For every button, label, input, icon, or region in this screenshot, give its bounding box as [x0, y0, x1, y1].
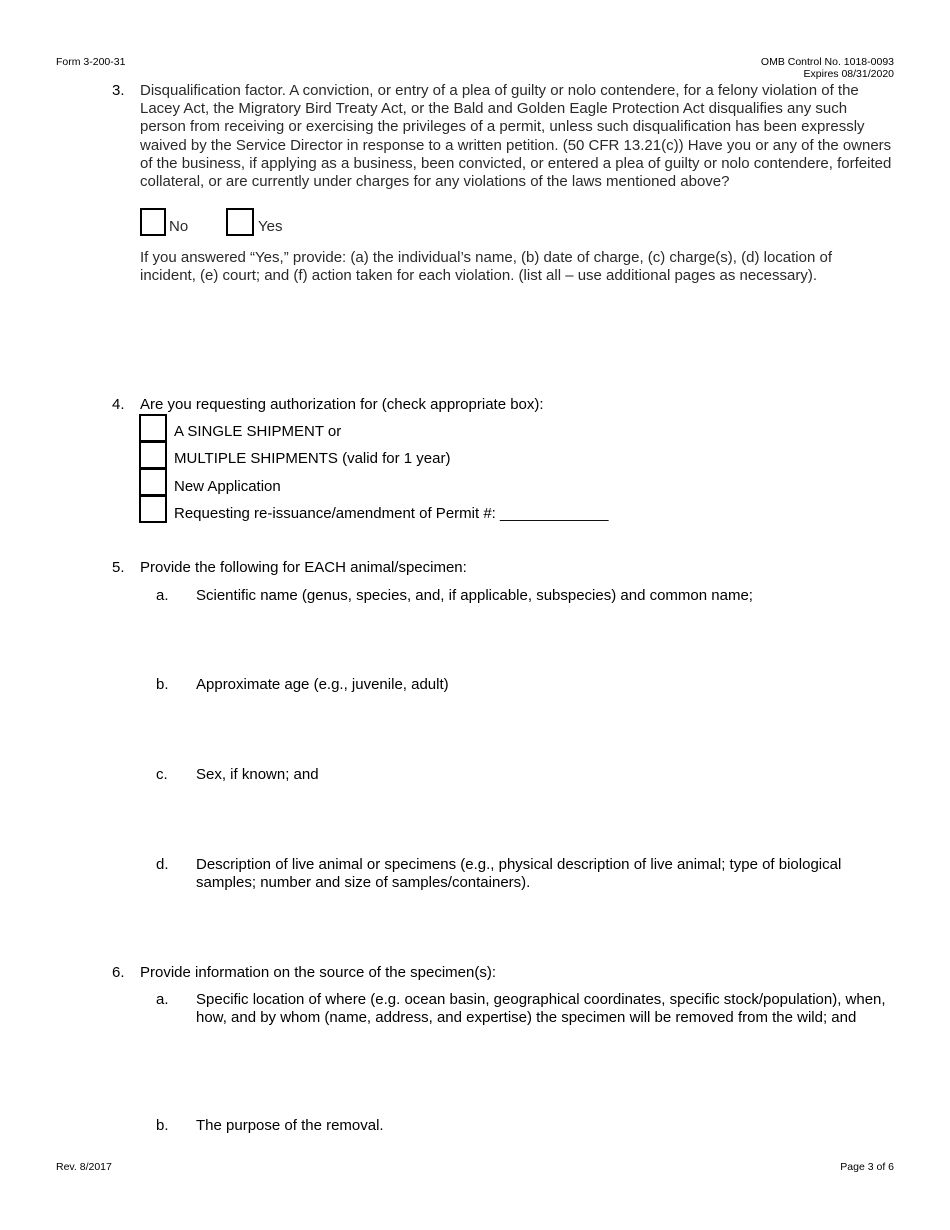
q5d-letter: d.	[156, 856, 169, 873]
q5c-text: Sex, if known; and	[196, 766, 319, 783]
q3-yes-label: Yes	[258, 218, 283, 235]
q4-text: Are you requesting authorization for (check appropriate box):	[140, 396, 544, 413]
q5-text: Provide the following for EACH animal/specimen:	[140, 559, 467, 576]
page-number: Page 3 of 6	[840, 1161, 894, 1173]
q5d-text: Description of live animal or specimens (e.g., physical description of live animal; type of biological samples; number and size of samples/containers).	[196, 856, 842, 892]
form-number: Form 3-200-31	[56, 56, 126, 68]
q3-yes-checkbox[interactable]	[226, 208, 254, 236]
q6b-text: The purpose of the removal.	[196, 1117, 384, 1134]
omb-control-number: OMB Control No. 1018-0093	[760, 56, 894, 68]
q6-number: 6.	[112, 964, 125, 981]
q5c-letter: c.	[156, 766, 168, 783]
q6a-letter: a.	[156, 991, 169, 1008]
q6-text: Provide information on the source of the specimen(s):	[140, 964, 497, 981]
q3-no-label: No	[169, 218, 189, 235]
q5a-letter: a.	[156, 587, 169, 604]
expiration-date: Expires 08/31/2020	[803, 68, 894, 80]
q4-new-application-label: New Application	[174, 478, 281, 495]
q3-number: 3.	[112, 82, 125, 99]
q5-number: 5.	[112, 559, 125, 576]
q4-number: 4.	[112, 396, 125, 413]
q3-no-checkbox[interactable]	[140, 208, 166, 236]
q5a-text: Scientific name (genus, species, and, if applicable, subspecies) and common name;	[196, 587, 753, 604]
q6b-letter: b.	[156, 1117, 169, 1134]
q4-single-shipment-label: A SINGLE SHIPMENT or	[174, 423, 342, 440]
q4-multiple-shipments-checkbox[interactable]	[139, 441, 167, 469]
q3-text: Disqualification factor. A conviction, or entry of a plea of guilty or nolo contendere, for a felony violation of the Lacey Act, the Migratory Bird Treaty Act, or the Bald and Golden Eagle Protection Act disqualifies any such person from receiving or exercising the privileges of a permit, unless such disqualification has been expressly waived by the Service Director in response to a written petition. (50 CFR 13.21(c)) Have you or any of the owners of the business, if applying as a business, been convicted, or entered a plea of guilty or nolo contendere, forfeited collateral, or are currently under charges for any violations of the laws mentioned above?	[140, 82, 892, 191]
q4-new-application-checkbox[interactable]	[139, 468, 167, 496]
q3-followup-instructions: If you answered “Yes,” provide: (a) the individual’s name, (b) date of charge, (c) charge(s), (d) location of incident, (e) court; and (f) action taken for each violation. (list all – use additional pages as necessary).	[140, 249, 832, 285]
q4-multiple-shipments-label: MULTIPLE SHIPMENTS (valid for 1 year)	[174, 450, 451, 467]
q5b-text: Approximate age (e.g., juvenile, adult)	[196, 676, 449, 693]
q4-reissuance-label: Requesting re-issuance/amendment of Permit #: _____________	[174, 505, 609, 522]
q5b-letter: b.	[156, 676, 169, 693]
q4-reissuance-checkbox[interactable]	[139, 495, 167, 523]
revision-date: Rev. 8/2017	[56, 1161, 112, 1173]
q4-single-shipment-checkbox[interactable]	[139, 414, 167, 442]
q6a-text: Specific location of where (e.g. ocean basin, geographical coordinates, specific stock/population), when, how, and by whom (name, address, and expertise) the specimen will be removed from the wild; and	[196, 991, 886, 1027]
